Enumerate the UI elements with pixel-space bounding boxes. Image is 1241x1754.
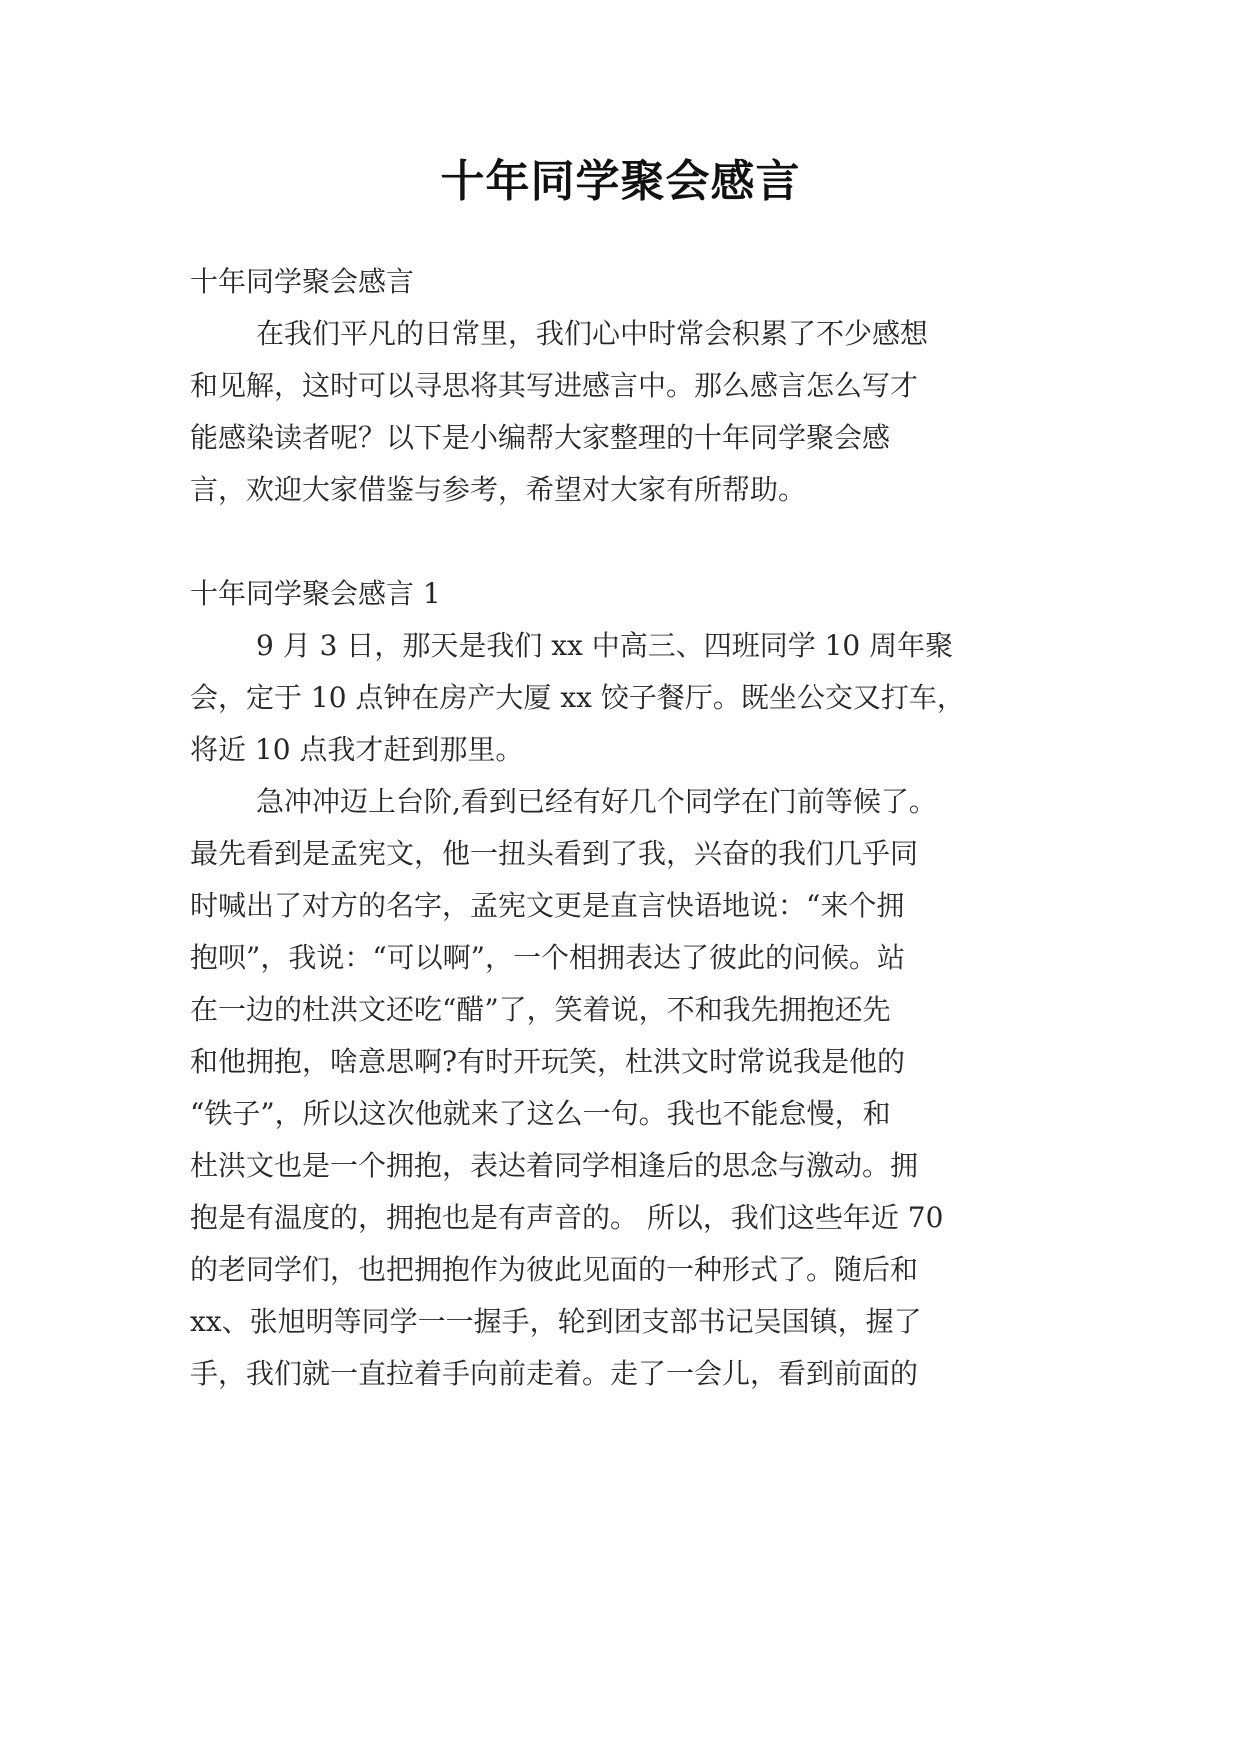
intro-line: 在我们平凡的日常里，我们心中时常会积累了不少感想 [256,317,929,350]
paragraph-line: 抱呗”，我说：“可以啊”，一个相拥表达了彼此的问候。站 [190,941,905,974]
paragraph-line: 9 月 3 日，那天是我们 xx 中高三、四班同学 10 周年聚 [256,629,954,662]
intro-heading: 十年同学聚会感言 [190,265,415,298]
paragraph-line: 时喊出了对方的名字，孟宪文更是直言快语地说：“来个拥 [190,889,905,922]
paragraph-line: xx、张旭明等同学一一握手，轮到团支部书记吴国镇，握了 [190,1305,922,1338]
intro-line: 能感染读者呢？以下是小编帮大家整理的十年同学聚会感 [190,421,891,454]
paragraph-line: 在一边的杜洪文还吃“醋”了，笑着说，不和我先拥抱还先 [190,993,891,1026]
paragraph-line: 的老同学们，也把拥抱作为彼此见面的一种形式了。随后和 [190,1253,919,1286]
paragraph-line: 手，我们就一直拉着手向前走着。走了一会儿，看到前面的 [190,1357,919,1390]
intro-line: 言，欢迎大家借鉴与参考，希望对大家有所帮助。 [190,473,807,506]
document-title: 十年同学聚会感言 [440,156,801,207]
paragraph-line: 杜洪文也是一个拥抱，表达着同学相逢后的思念与激动。拥 [190,1149,919,1182]
paragraph-line: 会，定于 10 点钟在房产大厦 xx 饺子餐厅。既坐公交又打车， [190,681,965,714]
paragraph-line: 最先看到是孟宪文，他一扭头看到了我，兴奋的我们几乎同 [190,837,919,870]
section-heading: 十年同学聚会感言 1 [190,577,441,610]
paragraph-line: 将近 10 点我才赶到那里。 [190,733,524,766]
paragraph-line: 抱是有温度的，拥抱也是有声音的。 所以，我们这些年近 70 [190,1201,944,1234]
paragraph-line: “铁子”，所以这次他就来了这么一句。我也不能怠慢，和 [190,1097,891,1130]
paragraph-line: 和他拥抱，啥意思啊?有时开玩笑，杜洪文时常说我是他的 [190,1045,906,1078]
intro-line: 和见解，这时可以寻思将其写进感言中。那么感言怎么写才 [190,369,919,402]
paragraph-line: 急冲冲迈上台阶,看到已经有好几个同学在门前等候了。 [256,785,937,818]
